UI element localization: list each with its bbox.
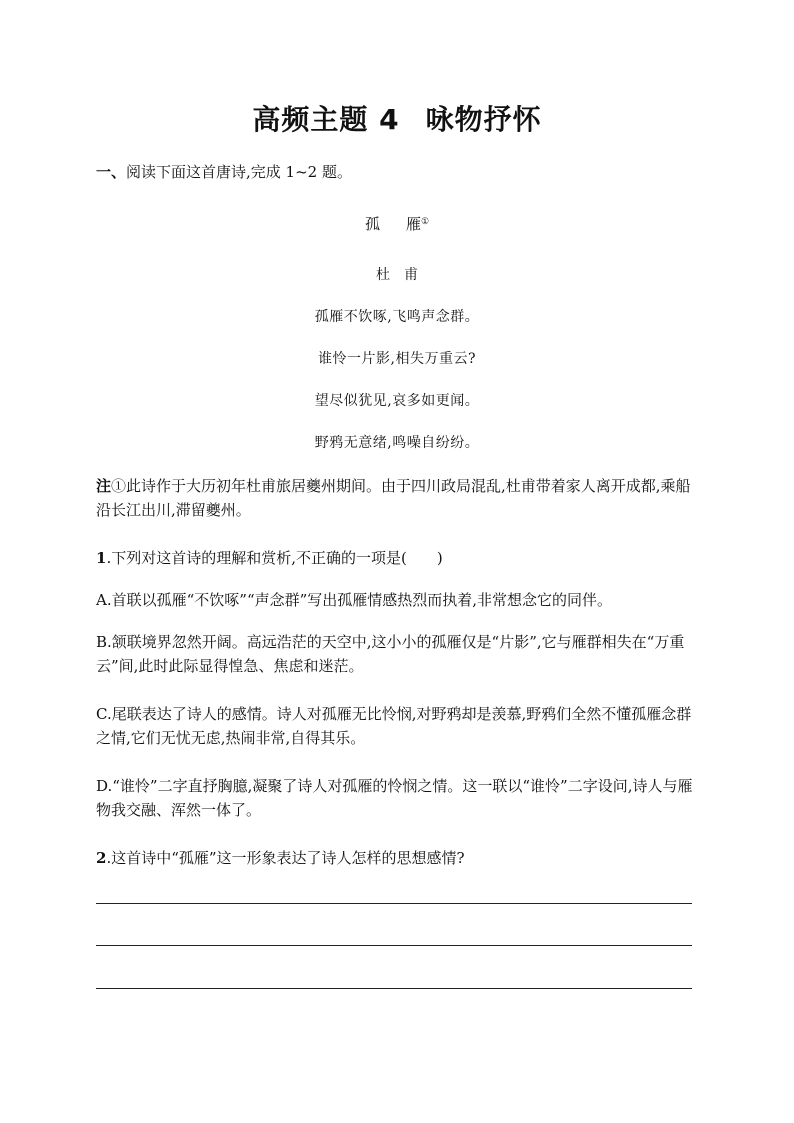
section-heading <box>96 160 352 184</box>
option-c: C.尾联表达了诗人的感情。诗人对孤雁无比怜悯,对野鸦却是羡慕,野鸦们全然不懂孤雁念群之情,它们无忧无虑,热闹非常,自得其乐。 <box>96 705 692 747</box>
section-number: 一、 <box>96 163 127 181</box>
poem-title-char: 孤 <box>364 215 380 233</box>
option-d: D.“谁怜”二字直抒胸臆,凝聚了诗人对孤雁的怜悯之情。这一联以“谁怜”二字设问,诗人与雁物我交融、浑然一体了。 <box>96 777 693 819</box>
note-label: 注 <box>96 477 112 495</box>
poem-author <box>0 264 794 286</box>
answer-line[interactable] <box>96 988 692 989</box>
poem-title <box>0 210 794 236</box>
poem-title-char: 雁① <box>405 215 430 233</box>
poem-line: 孤雁不饮啄,飞鸣声念群。 <box>314 309 480 325</box>
option-a: A.首联以孤雁“不饮啄”“声念群”写出孤雁情感热烈而执着,非常想念它的同伴。 <box>96 591 613 609</box>
poem-author-char: 杜 <box>376 267 390 283</box>
answer-line[interactable] <box>96 945 692 946</box>
poem-note <box>96 474 694 522</box>
question-number: 2 <box>96 849 107 867</box>
poem-line: 望尽似犹见,哀多如更闻。 <box>314 393 480 409</box>
page-title <box>0 100 794 140</box>
answer-line[interactable] <box>96 903 692 904</box>
poem-author-char: 甫 <box>404 267 418 283</box>
title-sub: 咏物抒怀 <box>425 103 542 136</box>
question-1-stem: 1.下列对这首诗的理解和赏析,不正确的一项是( ) <box>96 549 443 567</box>
question-2-stem: 2.这首诗中“孤雁”这一形象表达了诗人怎样的思想感情? <box>96 849 465 867</box>
poem-line: 野鸦无意绪,鸣噪自纷纷。 <box>314 435 480 451</box>
question-number: 1 <box>96 549 107 567</box>
note-text: ①此诗作于大历初年杜甫旅居夔州期间。由于四川政局混乱,杜甫带着家人离开成都,乘船沿长江出川,滞留夔州。 <box>96 477 691 519</box>
option-b: B.颔联境界忽然开阔。高远浩茫的天空中,这小小的孤雁仅是“片影”,它与雁群相失在“万重云”间,此时此际显得惶急、焦虑和迷茫。 <box>96 633 685 675</box>
title-main: 高频主题 4 <box>252 103 400 136</box>
footnote-marker: ① <box>420 217 430 227</box>
poem-line: 谁怜一片影,相失万重云? <box>318 351 476 367</box>
section-instruction: 阅读下面这首唐诗,完成 1~2 题。 <box>126 163 352 181</box>
